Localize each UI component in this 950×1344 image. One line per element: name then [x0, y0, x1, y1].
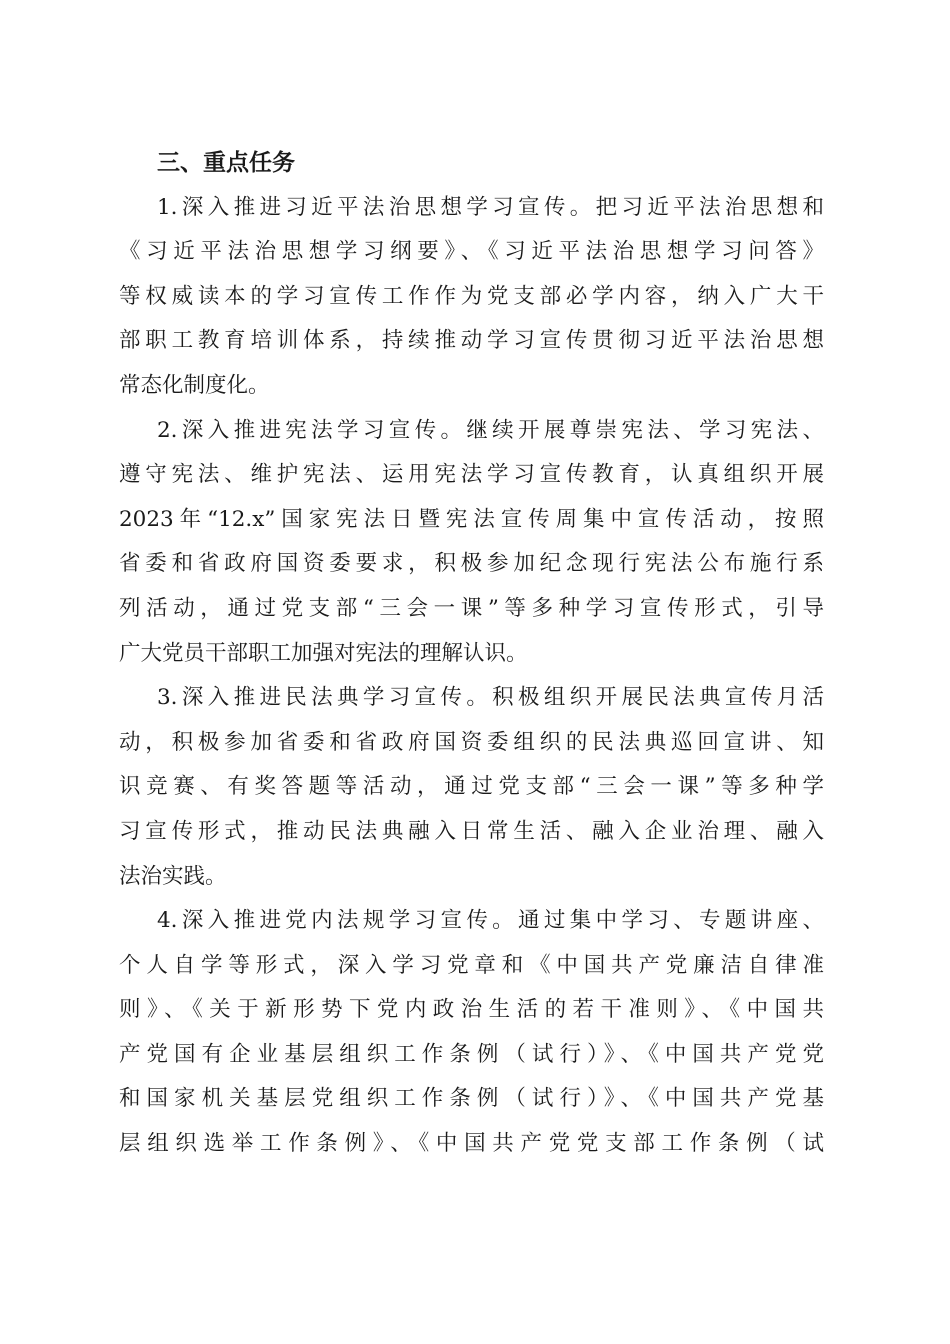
paragraph-2	[119, 409, 824, 677]
text-line: 则》、《关于新形势下党内政治生活的若干准则》、《中国共	[119, 997, 824, 1023]
text-line: 4.深入推进党内法规学习宣传。通过集中学习、专题讲座、	[157, 908, 824, 934]
text-line: 广大党员干部职工加强对宪法的理解认识。	[119, 640, 528, 666]
paragraph-4	[119, 899, 824, 1167]
text-line: 习宣传形式，推动民法典融入日常生活、融入企业治理、融入	[119, 818, 824, 844]
paragraph-3	[119, 676, 824, 899]
text-line: 和国家机关基层党组织工作条例（试行）》、《中国共产党基	[119, 1086, 824, 1112]
text-line: 1.深入推进习近平法治思想学习宣传。把习近平法治思想和	[157, 194, 824, 220]
text-line: 动，积极参加省委和省政府国资委组织的民法典巡回宣讲、知	[119, 729, 824, 755]
text-line: 遵守宪法、维护宪法、运用宪法学习宣传教育，认真组织开展	[119, 462, 824, 488]
text-line: 省委和省政府国资委要求，积极参加纪念现行宪法公布施行系	[119, 551, 824, 577]
text-line: 层组织选举工作条例》、《中国共产党党支部工作条例（试	[119, 1131, 824, 1157]
text-line: 2.深入推进宪法学习宣传。继续开展尊崇宪法、学习宪法、	[157, 417, 824, 443]
text-line: 《习近平法治思想学习纲要》、《习近平法治思想学习问答》	[119, 239, 824, 265]
text-line: 列活动，通过党支部“三会一课”等多种学习宣传形式，引导	[119, 595, 824, 621]
text-line: 部职工教育培训体系，持续推动学习宣传贯彻习近平法治思想	[119, 328, 824, 354]
document-body	[119, 141, 824, 1167]
text-line: 个人自学等形式，深入学习党章和《中国共产党廉洁自律准	[119, 952, 824, 978]
text-line: 常态化制度化。	[119, 372, 270, 398]
text-line: 法治实践。	[119, 863, 227, 889]
section-heading: 三、重点任务	[157, 150, 295, 176]
text-line: 2023年“12.x”国家宪法日暨宪法宣传周集中宣传活动，按照	[119, 506, 824, 532]
text-line: 识竞赛、有奖答题等活动，通过党支部“三会一课”等多种学	[119, 774, 824, 800]
text-line: 等权威读本的学习宣传工作作为党支部必学内容，纳入广大干	[119, 283, 824, 309]
text-line: 产党国有企业基层组织工作条例（试行）》、《中国共产党党	[119, 1041, 824, 1067]
text-line: 3.深入推进民法典学习宣传。积极组织开展民法典宣传月活	[157, 685, 824, 711]
paragraph-1	[119, 186, 824, 409]
